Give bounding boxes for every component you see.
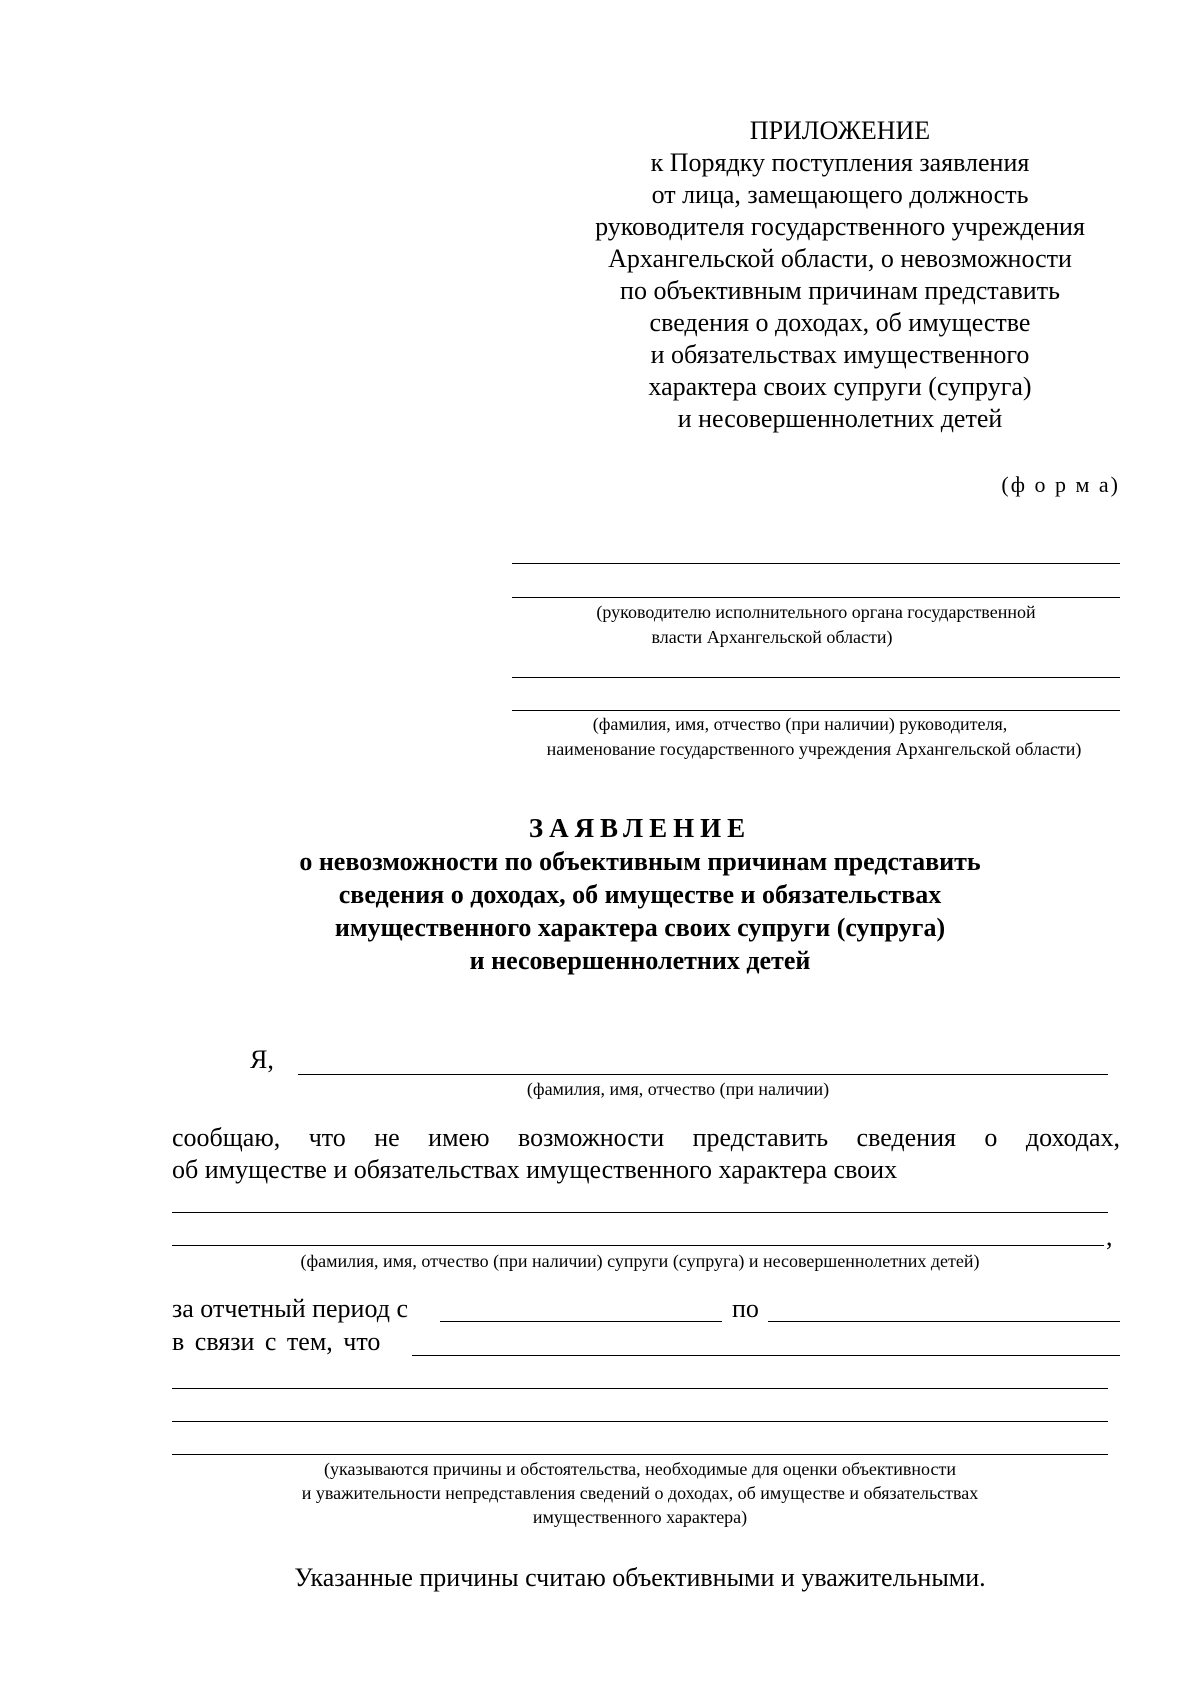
addressee-note-2: власти Архангельской области) [651,627,893,647]
paragraph-1-line-1: сообщаю, что не имею возможности представить сведения о доходах, [172,1123,1120,1152]
appendix-line: сведения о доходах, об имуществе [649,308,1031,337]
addressee-line-2[interactable] [512,597,1120,598]
paragraph-1-line-2: об имуществе и обязательствах имущественного характера своих [172,1155,898,1184]
sender-note-1: (фамилия, имя, отчество (при наличии) руководителя, [592,714,1008,734]
family-note: (фамилия, имя, отчество (при наличии) супруги (супруга) и несовершеннолетних детей) [300,1251,980,1271]
sender-line-1[interactable] [512,677,1120,678]
addressee-line-1[interactable] [512,563,1120,564]
period-prefix: за отчетный период с [172,1294,408,1323]
reason-line-2[interactable] [172,1388,1108,1389]
reason-line-3[interactable] [172,1421,1108,1422]
sender-line-2[interactable] [512,710,1120,711]
period-to-line[interactable] [768,1321,1120,1322]
appendix-line: руководителя государственного учреждения [595,212,1085,241]
reason-prefix: в связи с тем, что [172,1327,381,1356]
i-label: Я, [250,1045,274,1074]
closing-statement: Указанные причины считаю объективными и уважительными. [294,1563,986,1592]
title-line: имущественного характера своих супруги (супруга) [334,913,946,942]
statement-heading: ЗАЯВЛЕНИЕ [528,813,752,843]
appendix-line: к Порядку поступления заявления [650,148,1030,177]
title-line: и несовершеннолетних детей [469,946,811,975]
title-line: сведения о доходах, об имуществе и обязательствах [338,880,942,909]
statement-title [190,812,1090,977]
applicant-name-line[interactable] [298,1074,1108,1075]
family-comma: , [1106,1222,1113,1251]
family-line-1[interactable] [172,1212,1108,1213]
family-line-2[interactable] [172,1245,1104,1246]
title-line: о невозможности по объективным причинам представить [299,847,981,876]
reason-note-3: имущественного характера) [532,1507,748,1527]
appendix-line: Архангельской области, о невозможности [608,244,1072,273]
reason-note-1: (указываются причины и обстоятельства, необходимые для оценки объективности [324,1459,956,1479]
appendix-line: от лица, замещающего должность [651,180,1029,209]
period-from-line[interactable] [440,1321,722,1322]
sender-note-2: наименование государственного учреждения Архангельской области) [546,739,1082,759]
form-label: (ф о р м а) [1001,472,1120,497]
applicant-name-note: (фамилия, имя, отчество (при наличии) [526,1079,830,1099]
reason-line-1[interactable] [412,1355,1120,1356]
appendix-line: и несовершеннолетних детей [677,404,1003,433]
appendix-line: по объективным причинам представить [620,276,1060,305]
reason-note-2: и уважительности непредставления сведений о доходах, об имуществе и обязательствах [301,1483,979,1503]
addressee-note-1: (руководителю исполнительного органа государственной [596,602,1036,622]
appendix-line: ПРИЛОЖЕНИЕ [749,116,931,145]
appendix-header [560,115,1120,435]
period-to-label: по [732,1294,759,1323]
appendix-line: и обязательствах имущественного [650,340,1030,369]
appendix-line: характера своих супруги (супруга) [648,372,1032,401]
reason-line-4[interactable] [172,1454,1108,1455]
